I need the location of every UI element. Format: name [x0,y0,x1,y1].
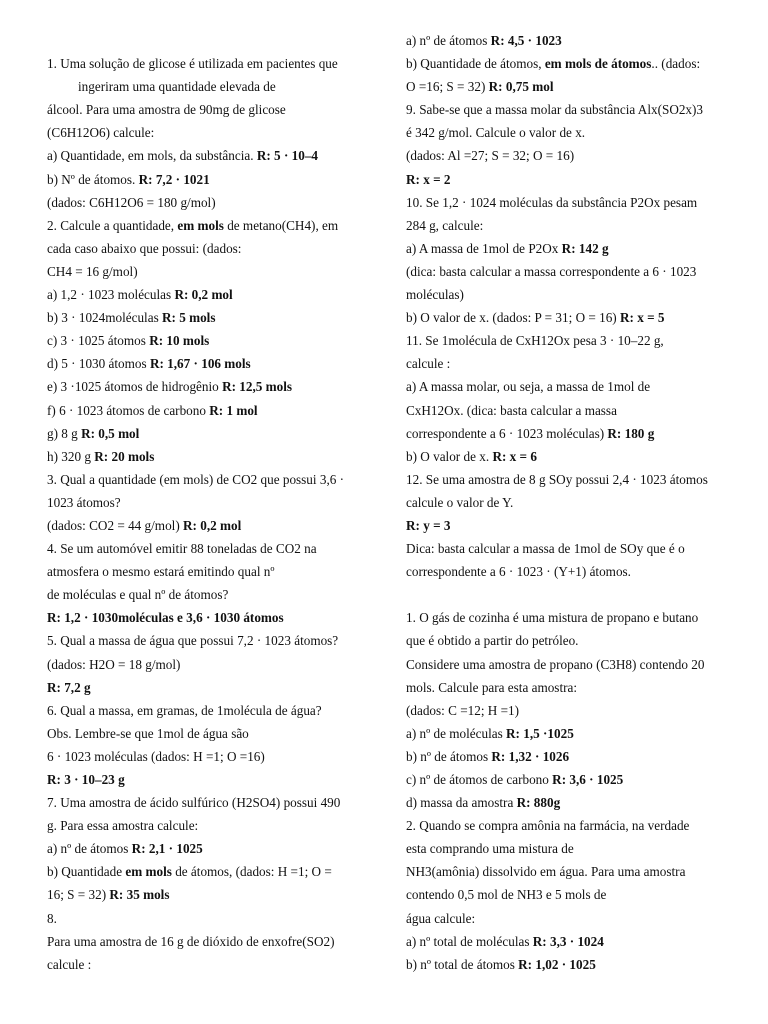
text-run: 3. Qual a quantidade (em mols) de CO2 que possui 3,6 · [47,471,345,487]
text-line [47,306,377,329]
text-line [406,468,746,491]
text-run: c) nº de átomos de carbono [406,772,553,787]
answer-text: em mols de átomos [544,56,652,72]
text-line [47,653,377,676]
text-run: e) 3 ·1025 átomos de hidrogênio [47,379,223,395]
text-run: d) 5 · 1030 átomos [47,356,150,372]
text-line [406,29,746,52]
answer-text: R: 180 g [607,425,655,441]
text-run: 1. Uma solução de glicose é utilizada em pacientes que [47,56,338,72]
answer-text: R: 142 g [561,240,609,256]
answer-text: R: 10 mols [149,333,210,349]
text-line [47,422,377,445]
answer-text: R: 0,75 mol [488,79,554,95]
text-run: CH4 = 16 g/mol) [47,263,138,279]
text-run: (dica: basta calcular a massa correspondente a 6 · 1023 [406,263,697,279]
text-line [47,676,377,699]
answer-text: R: 1,5 ·1025 [506,725,574,741]
text-run: 2. Quando se compra amônia na farmácia, na verdade [406,818,690,834]
text-run: que é obtido a partir do petróleo. [406,633,579,649]
text-line [47,168,377,191]
text-run: (dados: C6H12O6 = 180 g/mol) [47,194,216,210]
text-line [406,283,746,306]
text-line [47,237,377,260]
text-line [47,860,377,883]
text-line [406,144,746,167]
text-run: calcule : [406,356,451,372]
text-line [406,699,746,722]
text-run: calcule : [47,956,92,972]
text-line [406,953,746,976]
text-line [47,98,377,121]
text-line [406,191,746,214]
text-line [47,75,377,98]
text-run: d) massa da amostra [406,795,517,811]
text-line [406,791,746,814]
text-line [406,168,746,191]
answer-text: R: 7,2 g [47,679,91,695]
answer-text: R: y = 3 [406,517,451,533]
text-run: Dica: basta calcular a massa de 1mol de SOy que é o [406,541,685,557]
text-run: (dados: CO2 = 44 g/mol) [47,517,184,533]
text-run: Obs. Lembre-se que 1mol de água são [47,725,249,741]
text-run: de moléculas e qual nº de átomos? [47,587,229,603]
text-run: 10. Se 1,2 · 1024 moléculas da substância P2Ox pesam [406,194,698,210]
text-run: 16; S = 32) [47,887,110,903]
text-run: b) O valor de x. (dados: P = 31; O = 16) [406,310,621,326]
text-run: 5. Qual a massa de água que possui 7,2 · 1023 átomos? [47,633,339,649]
text-line [47,144,377,167]
text-run: b) Quantidade de átomos, [406,56,545,72]
text-line [406,422,746,445]
text-line [47,352,377,375]
text-run: correspondente a 6 · 1023 moléculas) [406,425,608,441]
text-run: b) Nº de átomos. [47,171,139,187]
text-line [47,468,377,491]
text-line [47,399,377,422]
text-line [406,329,746,352]
answer-text: R: x = 2 [406,171,451,187]
text-line [47,930,377,953]
answer-text: R: 880g [516,795,561,811]
text-run: (dados: H2O = 18 g/mol) [47,656,181,672]
text-line [47,883,377,906]
answer-text: R: 1,2 · 1030moléculas e 3,6 · 1030 átomos [47,610,284,626]
text-run: f) 6 · 1023 átomos de carbono [47,402,210,418]
answer-text: R: x = 5 [620,310,665,326]
text-line [406,560,746,583]
text-line [406,75,746,98]
answer-text: R: 0,2 mol [174,287,233,303]
text-run: 4. Se um automóvel emitir 88 toneladas de CO2 na [47,541,317,557]
text-run: a) A massa molar, ou seja, a massa de 1mol de [406,379,651,395]
text-run: 1. O gás de cozinha é uma mistura de propano e butano [406,610,699,626]
answer-text: R: 1,67 · 106 mols [149,356,251,372]
text-line [406,237,746,260]
text-run: 12. Se uma amostra de 8 g SOy possui 2,4 · 1023 átomos [406,471,708,487]
text-line [47,283,377,306]
text-line [406,537,746,560]
answer-text: R: 7,2 · 1021 [138,171,210,187]
text-line [47,583,377,606]
answer-text: em mols [125,864,172,880]
answer-text: R: 2,1 · 1025 [131,841,203,857]
answer-text: R: 3,6 · 1025 [552,772,624,787]
answer-text: R: 4,5 · 1023 [490,33,562,48]
text-line [47,52,377,75]
text-run: b) O valor de x. [406,448,493,464]
text-run: a) nº de átomos [47,841,132,857]
text-line [406,606,746,629]
answer-text: R: 1,02 · 1025 [518,956,596,972]
answer-text: R: 5 mols [162,310,216,326]
text-line [47,329,377,352]
text-line [47,629,377,652]
text-run: 6 · 1023 moléculas (dados: H =1; O =16) [47,748,265,764]
text-line [406,98,746,121]
answer-text: R: 3 · 10–23 g [47,772,125,787]
text-run: correspondente a 6 · 1023 · (Y+1) átomos. [406,564,631,580]
text-run: água calcule: [406,910,476,926]
text-line [47,491,377,514]
text-line [47,214,377,237]
text-run: (dados: Al =27; S = 32; O = 16) [406,148,575,164]
text-line [47,745,377,768]
text-run: a) nº de átomos [406,33,491,48]
text-run: CxH12Ox. (dica: basta calcular a massa [406,402,617,418]
text-line [406,676,746,699]
text-line [406,814,746,837]
text-run: 11. Se 1molécula de CxH12Ox pesa 3 · 10–22 g, [406,333,664,349]
text-run: 1023 átomos? [47,494,121,510]
text-run: é 342 g/mol. Calcule o valor de x. [406,125,586,141]
text-run: O =16; S = 32) [406,79,489,95]
text-run: b) 3 · 1024moléculas [47,310,162,326]
text-run: h) 320 g [47,448,95,464]
text-run: b) nº de átomos [406,748,492,764]
right-column [406,29,746,976]
answer-text: R: 35 mols [109,887,170,903]
text-line [47,814,377,837]
text-run: atmosfera o mesmo estará emitindo qual nº [47,564,275,580]
text-line [47,514,377,537]
text-run: a) Quantidade, em mols, da substância. [47,148,257,164]
text-line [47,260,377,283]
text-line [406,722,746,745]
text-run: cada caso abaixo que possui: (dados: [47,240,242,256]
answer-text: R: 5 · 10–4 [256,148,319,164]
text-line [47,953,377,976]
answer-text: R: x = 6 [492,448,537,464]
text-line [47,537,377,560]
text-line [47,445,377,468]
text-line [47,837,377,860]
text-run: 2. Calcule a quantidade, [47,217,178,233]
text-line [47,375,377,398]
text-line [406,352,746,375]
text-line [47,791,377,814]
text-run: NH3(amônia) dissolvido em água. Para uma amostra [406,864,686,880]
text-run: esta comprando uma mistura de [406,841,574,857]
text-run: 7. Uma amostra de ácido sulfúrico (H2SO4) possui 490 [47,795,341,811]
text-run: calcule o valor de Y. [406,494,514,510]
text-run: b) Quantidade [47,864,126,880]
text-line [406,491,746,514]
text-line [406,745,746,768]
text-run: g) 8 g [47,425,82,441]
answer-text: R: 1 mol [209,402,258,418]
answer-text: em mols [177,217,224,233]
text-run: 8. [47,910,57,926]
text-run: a) nº de moléculas [406,725,507,741]
text-run: (dados: C =12; H =1) [406,702,520,718]
text-run: a) nº total de moléculas [406,933,533,949]
text-run: álcool. Para uma amostra de 90mg de glicose [47,102,286,118]
left-column [47,29,377,976]
text-run: (C6H12O6) calcule: [47,125,155,141]
text-run: de átomos, (dados: H =1; O = [171,864,332,880]
text-run: Considere uma amostra de propano (C3H8) contendo 20 [406,656,705,672]
text-line [47,191,377,214]
answer-text: R: 0,5 mol [81,425,140,441]
text-run: contendo 0,5 mol de NH3 e 5 mols de [406,887,607,903]
text-line [406,930,746,953]
text-line [406,860,746,883]
text-run: a) A massa de 1mol de P2Ox [406,240,562,256]
text-run: c) 3 · 1025 átomos [47,333,150,349]
text-line [406,214,746,237]
text-run: g. Para essa amostra calcule: [47,818,199,834]
text-run: 6. Qual a massa, em gramas, de 1molécula de água? [47,702,322,718]
text-line [406,629,746,652]
text-line [406,583,746,606]
text-run: .. (dados: [651,56,701,72]
text-line [406,907,746,930]
text-run: ingeriram uma quantidade elevada de [78,79,276,95]
text-line [406,883,746,906]
text-line [406,121,746,144]
text-line [406,768,746,791]
text-line [47,606,377,629]
text-run: 9. Sabe-se que a massa molar da substância Alx(SO2x)3 [406,102,704,118]
text-line [406,653,746,676]
text-run: b) nº total de átomos [406,956,519,972]
text-line [47,768,377,791]
text-line [406,445,746,468]
text-line [47,29,377,52]
text-line [47,722,377,745]
text-line [406,399,746,422]
text-run: mols. Calcule para esta amostra: [406,679,578,695]
text-line [47,699,377,722]
text-line [406,375,746,398]
text-line [47,907,377,930]
text-line [47,121,377,144]
answer-text: R: 20 mols [94,448,155,464]
text-line [406,306,746,329]
answer-text: R: 0,2 mol [183,517,242,533]
text-line [406,837,746,860]
answer-text: R: 12,5 mols [222,379,293,395]
text-line [47,560,377,583]
text-run: moléculas) [406,287,464,303]
text-run: Para uma amostra de 16 g de dióxido de enxofre(SO2) [47,933,335,949]
text-run: de metano(CH4), em [223,217,339,233]
text-run: 284 g, calcule: [406,217,484,233]
text-line [406,514,746,537]
answer-text: R: 1,32 · 1026 [491,748,570,764]
text-run: a) 1,2 · 1023 moléculas [47,287,175,303]
text-line [406,52,746,75]
text-line [406,260,746,283]
answer-text: R: 3,3 · 1024 [532,933,604,949]
